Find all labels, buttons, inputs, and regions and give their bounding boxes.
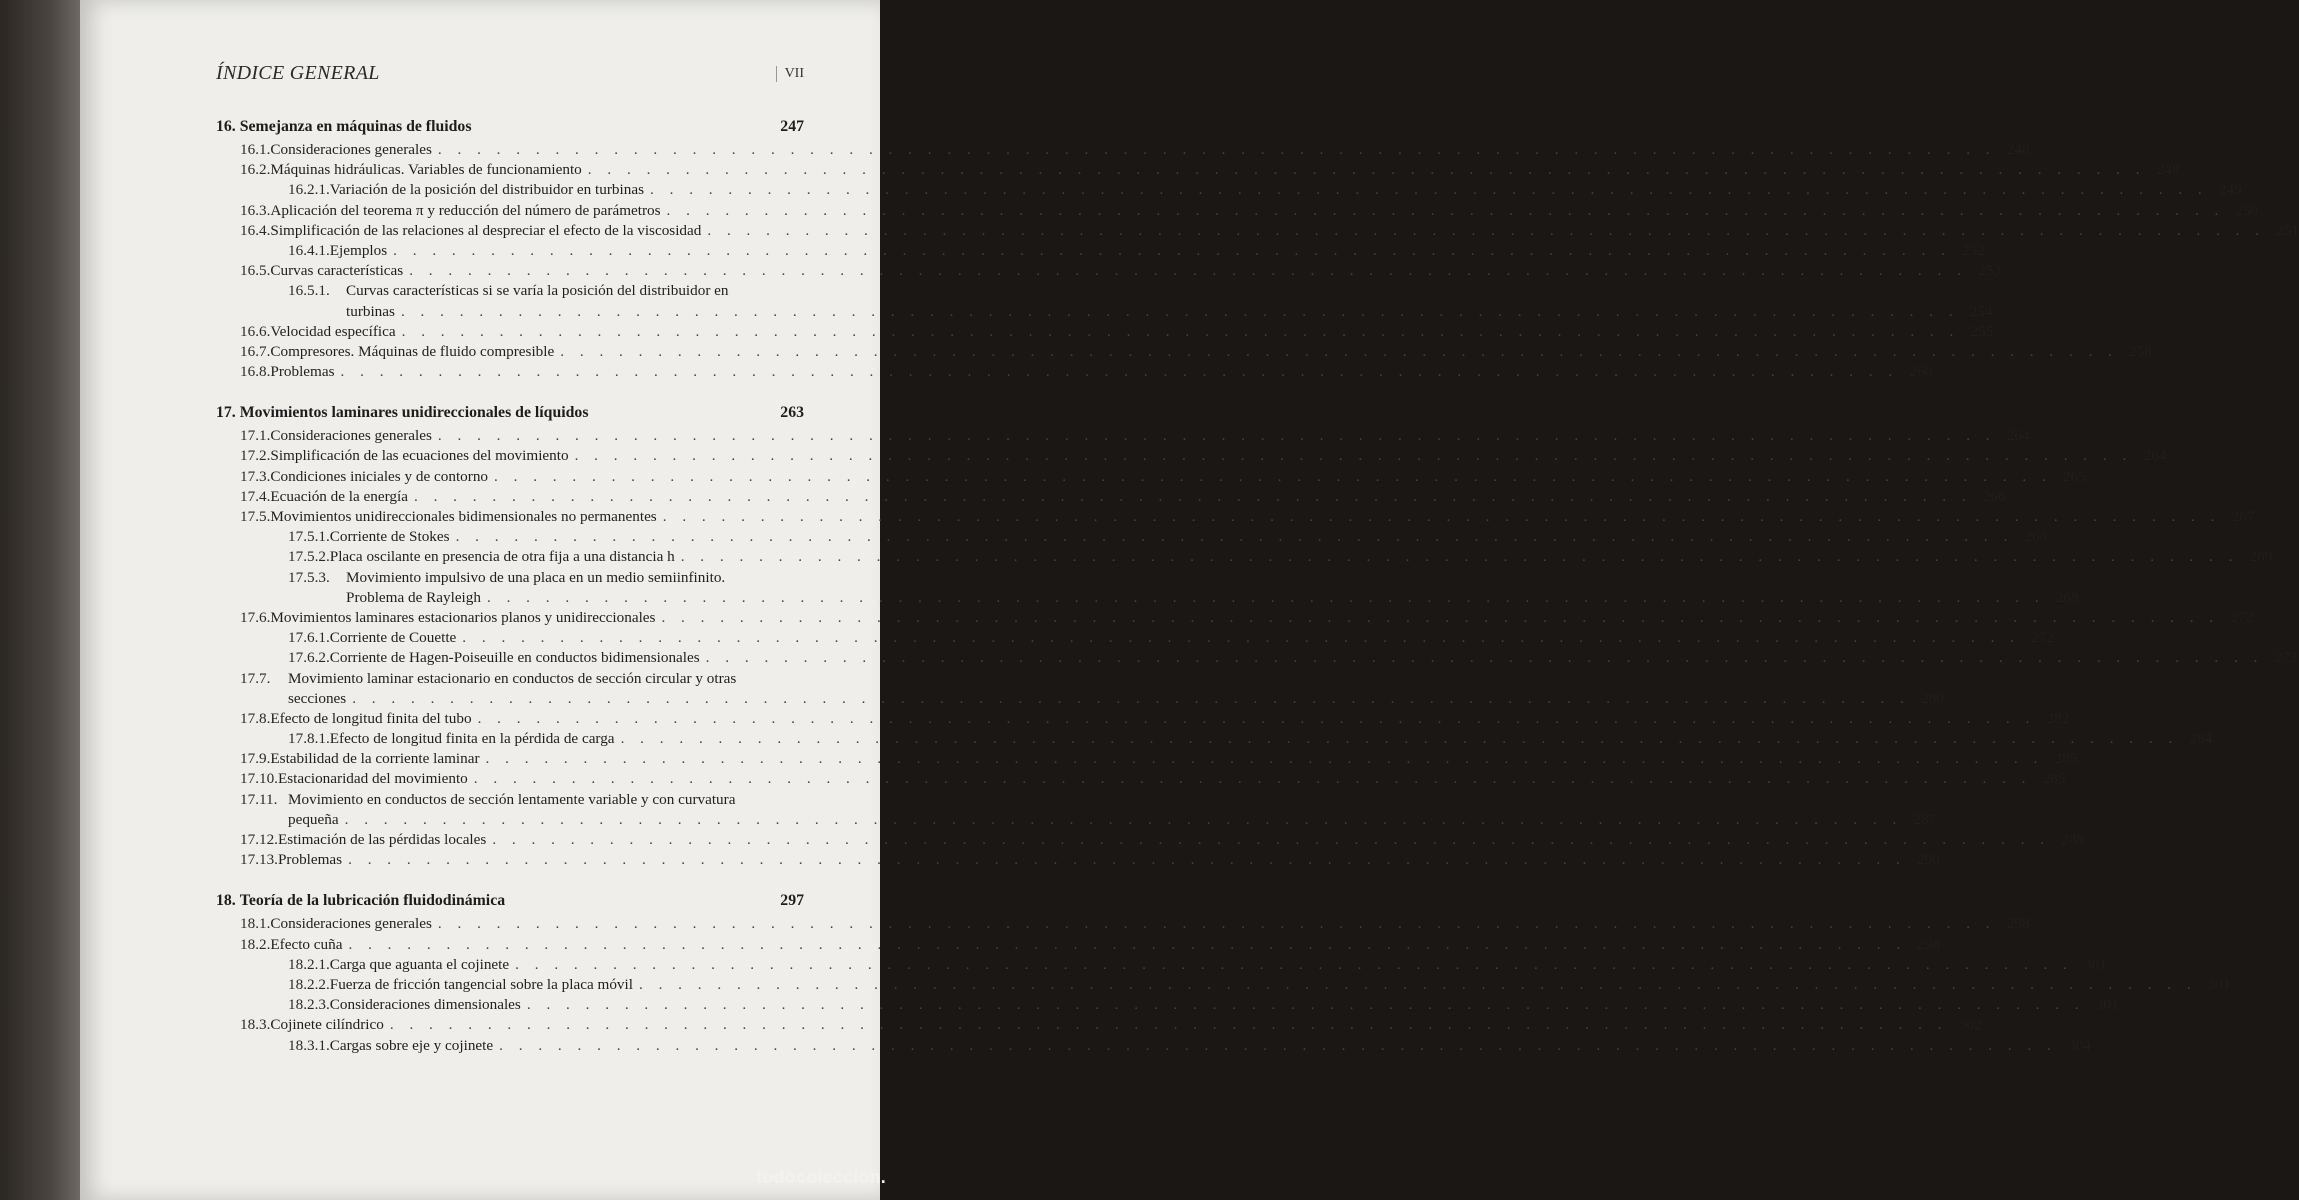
entry-number: 17.5.2. xyxy=(288,548,330,566)
dot-leader: . . . . . . . . . . . . . . . . . . . . . . . . . . . . . . . . . . . . . . . . . . . . . . . . . . . . . . . . . . . . . . . . . . . . . . . . . . . . . . . . xyxy=(526,996,2085,1014)
entry-number: 16.3. xyxy=(240,201,271,219)
entry-title: Aplicación del teorema π y reducción del número de parámetros xyxy=(270,201,661,219)
dot-leader: . . . . . . . . . . . . . . . . . . . . . . . . . . . . . . . . . . . . . . . . . . . . . . . . . . . . . . . . . . . . . . . . . . . . . . . . . . . . . . . . xyxy=(348,935,1907,953)
entry-page: 255 xyxy=(1970,322,1994,340)
dot-leader: . . . . . . . . . . . . . . . . . . . . . . . . . . . . . . . . . . . . . . . . . . . . . . . . . . . . . . . . . . . . . . . . . . . . . . . . . . . . . . . . xyxy=(340,363,1899,381)
chapter-number: 18. xyxy=(216,892,236,910)
toc-entry[interactable] xyxy=(216,850,1940,870)
entry-title: Movimientos unidireccionales bidimensionales no permanentes xyxy=(270,508,657,525)
dot-leader: . . . . . . . . . . . . . . . . . . . . . . . . . . . . . . . . . . . . . . . . . . . . . . . . . . . . . . . . . . . . . . . . . . . . . . . . . . . . . . . . xyxy=(473,770,2032,788)
entry-title: Consideraciones generales xyxy=(270,915,432,933)
entry-page: 269 xyxy=(2249,548,2273,566)
entry-title: Efecto de longitud finita en la pérdida de carga xyxy=(329,730,615,748)
book-spine-shadow xyxy=(0,0,92,1200)
entry-title: Curvas características xyxy=(270,262,404,280)
entry-number: 17.2. xyxy=(240,447,271,465)
dot-leader: . . . . . . . . . . . . . . . . . . . . . . . . . . . . . . . . . . . . . . . . . . . . . . . . . . . . . . . . . . . . . . . . . . . . . . . . . . . . . . . . xyxy=(494,467,2052,485)
entry-page: 272 xyxy=(2031,629,2054,647)
dot-leader: . . . . . . . . . . . . . . . . . . . . . . . . . . . . . . . . . . . . . . . . . . . . . . . . . . . . . . . . . . . . . . . . . . . . . . . . . . . . . . . . xyxy=(401,322,1960,340)
entry-title: Movimiento impulsivo de una placa en un medio semiinfinito. xyxy=(346,568,726,586)
entry-page: 288 xyxy=(2061,831,2085,848)
entry-number: 16.4. xyxy=(240,221,271,239)
toc-entry-continuation[interactable] xyxy=(216,588,2079,608)
entry-title: Estacionaridad del movimiento xyxy=(277,770,468,788)
entry-number: 17.5.1. xyxy=(288,528,330,546)
entry-page: 260 xyxy=(1909,363,1933,381)
toc-entry-continuation[interactable] xyxy=(216,689,1944,709)
entry-page: 302 xyxy=(1958,1016,1982,1034)
toc-entry[interactable] xyxy=(216,362,1933,382)
entry-title: Máquinas hidráulicas. Variables de funcionamiento xyxy=(270,161,582,179)
entry-title: Velocidad específica xyxy=(270,322,396,340)
entry-title: Consideraciones dimensionales xyxy=(329,996,521,1014)
dot-leader: . . . . . . . . . . . . . . . . . . . . . . . . . . . . . . . . . . . . . . . . . . . . . . . . . . . . . . . . . . . . . . . . . . . . . . . . . . . . . . . . xyxy=(620,730,2179,748)
toc-entry[interactable] xyxy=(216,669,804,689)
entry-title: Simplificación de las relaciones al despreciar el efecto de la viscosidad xyxy=(270,221,702,239)
entry-page: 264 xyxy=(2006,427,2030,445)
toc-entry[interactable] xyxy=(216,729,2213,749)
entry-title: Fuerza de fricción tangencial sobre la placa móvil xyxy=(329,975,633,993)
dot-leader: . . . . . . . . . . . . . . . . . . . . . . . . . . . . . . . . . . . . . . . . . . . . . . . . . . . . . . . . . . . . . . . . . . . . . . . . . . . . . . . . xyxy=(344,810,1903,828)
entry-number: 18.2.2. xyxy=(288,975,330,993)
entry-title: Cojinete cilíndrico xyxy=(270,1016,384,1034)
chapter-heading[interactable] xyxy=(216,892,804,914)
toc-entry[interactable] xyxy=(216,342,2152,362)
entry-page: 252 xyxy=(1962,241,1985,259)
toc-entry[interactable] xyxy=(216,221,2299,241)
entry-number: 17.5.3. xyxy=(288,568,330,586)
entry-number: 18.3. xyxy=(240,1016,271,1034)
entry-page: 272 xyxy=(2230,608,2254,626)
entry-title: Efecto cuña xyxy=(270,935,343,953)
entry-title: Movimiento laminar estacionario en conductos de sección circular y otras xyxy=(288,669,737,687)
entry-title: Corriente de Hagen-Poiseuille en conductos bidimensionales xyxy=(329,649,700,667)
dot-leader: . . . . . . . . . . . . . . . . . . . . . . . . . . . . . . . . . . . . . . . . . . . . . . . . . . . . . . . . . . . . . . . . . . . . . . . . . . . . . . . . xyxy=(650,181,2208,199)
entry-number: 17.7. xyxy=(240,669,271,687)
toc-entry[interactable] xyxy=(216,790,804,810)
entry-page: 265 xyxy=(2062,467,2086,485)
entry-page: 264 xyxy=(2143,447,2167,465)
toc-entry-continuation[interactable] xyxy=(216,302,1993,322)
entry-page: 301 xyxy=(2095,996,2119,1014)
toc-entry[interactable] xyxy=(216,507,2255,527)
dot-leader: . . . . . . . . . . . . . . . . . . . . . . . . . . . . . . . . . . . . . . . . . . . . . . . . . . . . . . . . . . . . . . . . . . . . . . . . . . . . . . . . xyxy=(574,447,2133,465)
toc-entry[interactable] xyxy=(216,709,2070,729)
entry-title: Curvas características si se varía la posición del distribuidor en xyxy=(346,282,729,300)
entry-title: Placa oscilante en presencia de otra fija a una distancia h xyxy=(329,548,675,566)
toc-entry-continuation[interactable] xyxy=(216,810,1937,830)
entry-title: Consideraciones generales xyxy=(270,141,432,158)
entry-page: 268 xyxy=(2024,528,2048,546)
toc-entry[interactable] xyxy=(216,769,2066,789)
entry-page: 258 xyxy=(2129,342,2152,360)
entry-number: 17.11. xyxy=(240,790,278,808)
entry-title: Carga que aguanta el cojinete xyxy=(329,955,510,973)
dot-leader: . . . . . . . . . . . . . . . . . . . . . . . . . . . . . . . . . . . . . . . . . . . . . . . . . . . . . . . . . . . . . . . . . . . . . . . . . . . . . . . . xyxy=(587,161,2146,179)
toc-entry[interactable] xyxy=(216,628,2054,648)
entry-page: 304 xyxy=(2068,1036,2091,1054)
chapter-title: Teoría de la lubricación fluidodinámica xyxy=(239,892,506,910)
watermark-text: todocoleccion xyxy=(756,1167,881,1187)
dot-leader: . . . . . . . . . . . . . . . . . . . . . . . . . . . . . . . . . . . . . . . . . . . . . . . . . . . . . . . . . . . . . . . . . . . . . . . . . . . . . . . . xyxy=(499,1036,2057,1054)
chapter-number: 17. xyxy=(216,404,236,422)
entry-number: 16.4.1. xyxy=(288,241,330,259)
entry-page: 251 xyxy=(2276,221,2299,239)
chapter-heading[interactable] xyxy=(216,404,804,426)
entry-number: 18.1. xyxy=(240,915,271,933)
entry-page: 285 xyxy=(2042,770,2066,788)
entry-title: Simplificación de las ecuaciones del movimiento xyxy=(270,447,569,465)
entry-number: 17.6.1. xyxy=(288,629,330,647)
entry-title: Problemas xyxy=(277,851,343,869)
entry-page: 254 xyxy=(1969,302,1993,320)
entry-number: 18.2. xyxy=(240,935,271,953)
entry-title: Condiciones iniciales y de contorno xyxy=(270,467,489,485)
entry-page: 267 xyxy=(2231,508,2255,525)
entry-title: Compresores. Máquinas de fluido compresible xyxy=(270,342,555,360)
toc-entry[interactable] xyxy=(216,446,2167,466)
entry-title: Consideraciones generales xyxy=(270,427,432,445)
toc-entry[interactable] xyxy=(216,140,2030,160)
entry-number: 17.5. xyxy=(240,508,271,525)
dot-leader: . . . . . . . . . . . . . . . . . . . . . . . . . . . . . . . . . . . . . . . . . . . . . . . . . . . . . . . . . . . . . . . . . . . . . . . . . . . . . . . . xyxy=(409,262,1967,280)
dot-leader: . . . . . . . . . . . . . . . . . . . . . . . . . . . . . . . . . . . . . . . . . . . . . . . . . . . . . . . . . . . . . . . . . . . . . . . . . . . . . . . . xyxy=(462,629,2020,647)
entry-page: 284 xyxy=(2189,730,2213,748)
entry-number: 17.8.1. xyxy=(288,730,330,748)
chapter-heading[interactable] xyxy=(216,118,804,140)
chapter-gap xyxy=(216,870,804,892)
entry-page: 248 xyxy=(2006,141,2030,158)
entry-number: 17.9. xyxy=(240,750,271,768)
entry-page: 280 xyxy=(1921,689,1944,707)
table-of-contents xyxy=(216,118,2299,1056)
header-title: ÍNDICE GENERAL xyxy=(216,62,380,84)
toc-entry[interactable] xyxy=(216,935,1941,955)
toc-entry[interactable] xyxy=(216,1015,1982,1035)
toc-entry[interactable] xyxy=(216,527,2048,547)
chapter-page: 247 xyxy=(780,118,804,135)
toc-entry[interactable] xyxy=(216,426,2030,446)
chapter-page: 263 xyxy=(780,404,804,422)
entry-title: Ejemplos xyxy=(329,241,388,259)
entry-number: 17.13. xyxy=(240,851,278,869)
watermark-logo: todocoleccion. xyxy=(756,1167,886,1187)
entry-number: 16.5. xyxy=(240,262,271,280)
dot-leader: . . . . . . . . . . . . . . . . . . . . . . . . . . . . . . . . . . . . . . . . . . . . . . . . . . . . . . . . . . . . . . . . . . . . . . . . . . . . . . . . xyxy=(437,915,1996,933)
toc-entry[interactable] xyxy=(216,487,2006,507)
entry-number: 16.7. xyxy=(240,342,271,360)
dot-leader: . . . . . . . . . . . . . . . . . . . . . . . . . . . . . . . . . . . . . . . . . . . . . . . . . . . . . . . . . . . . . . . . . . . . . . . . . . . . . . . . xyxy=(485,750,2044,768)
entry-number: 17.8. xyxy=(240,709,271,727)
entry-title-continuation: pequeña xyxy=(288,810,339,828)
dot-leader: . . . . . . . . . . . . . . . . . . . . . . . . . . . . . . . . . . . . . . . . . . . . . . . . . . . . . . . . . . . . . . . . . . . . . . . . . . . . . . . . xyxy=(486,588,2045,606)
chapter-title: Movimientos laminares unidireccionales de líquidos xyxy=(239,404,589,422)
entry-page: 287 xyxy=(1913,810,1937,828)
entry-number: 17.4. xyxy=(240,487,271,505)
entry-number: 17.6. xyxy=(240,608,271,626)
dot-leader: . . . . . . . . . . . . . . . . . . . . . . . . . . . . . . . . . . . . . . . . . . . . . . . . . . . . . . . . . . . . . . . . . . . . . . . . . . . . . . . . xyxy=(515,955,2073,973)
entry-title: Efecto de longitud finita del tubo xyxy=(270,709,472,727)
dot-leader: . . . . . . . . . . . . . . . . . . . . . . . . . . . . . . . . . . . . . . . . . . . . . . . . . . . . . . . . . . . . . . . . . . . . . . . . . . . . . . . . xyxy=(455,528,2014,546)
entry-page: 301 xyxy=(2084,955,2107,973)
toc-entry[interactable] xyxy=(216,1036,2091,1056)
toc-entry[interactable] xyxy=(216,241,1985,261)
entry-page: 248 xyxy=(2156,161,2180,179)
toc-entry[interactable] xyxy=(216,568,804,588)
chapter-gap xyxy=(216,382,804,404)
toc-entry[interactable] xyxy=(216,830,2085,850)
entry-number: 17.10. xyxy=(240,770,278,788)
dot-leader: . . . . . . . . . . . . . . . . . . . . . . . . . . . . . . . . . . . . . . . . . . . . . . . . . . . . . . . . . . . . . . . . . . . . . . . . . . . . . . . . xyxy=(400,302,1959,320)
entry-number: 18.2.1. xyxy=(288,955,330,973)
entry-page: 266 xyxy=(1982,487,2006,505)
entry-number: 16.6. xyxy=(240,322,271,340)
chapter-page: 297 xyxy=(780,892,804,910)
dot-leader: . . . . . . . . . . . . . . . . . . . . . . . . . . . . . . . . . . . . . . . . . . . . . . . . . . . . . . . . . . . . . . . . . . . . . . . . . . . . . . . . xyxy=(348,851,1906,869)
toc-entry[interactable] xyxy=(216,995,2119,1015)
toc-entry[interactable] xyxy=(216,955,2107,975)
dot-leader: . . . . . . . . . . . . . . . . . . . . . . . . . . . . . . . . . . . . . . . . . . . . . . . . . . . . . . . . . . . . . . . . . . . . . . . . . . . . . . . . xyxy=(492,831,2051,848)
entry-number: 17.12. xyxy=(240,831,278,848)
entry-page: 298 xyxy=(2006,915,2030,933)
toc-entry[interactable] xyxy=(216,648,2298,668)
header-page-number: VII xyxy=(776,66,804,82)
toc-entry[interactable] xyxy=(216,547,2273,567)
dot-leader: . . . . . . . . . . . . . . . . . . . . . . . . . . . . . . . . . . . . . . . . . . . . . . . . . . . . . . . . . . . . . . . . . . . . . . . . . . . . . . . . xyxy=(662,508,2221,525)
dot-leader: . . . . . . . . . . . . . . . . . . . . . . . . . . . . . . . . . . . . . . . . . . . . . . . . . . . . . . . . . . . . . . . . . . . . . . . . . . . . . . . . xyxy=(437,427,1996,445)
entry-page: 298 xyxy=(1917,935,1941,953)
entry-number: 18.3.1. xyxy=(288,1036,330,1054)
entry-page: 301 xyxy=(2207,975,2231,993)
entry-number: 17.1. xyxy=(240,427,271,445)
entry-title-continuation: Problema de Rayleigh xyxy=(346,588,481,606)
entry-page: 250 xyxy=(2235,201,2259,219)
entry-title: Cargas sobre eje y cojinete xyxy=(329,1036,494,1054)
toc-entry[interactable] xyxy=(216,914,2030,934)
entry-page: 269 xyxy=(2055,588,2079,606)
toc-entry[interactable] xyxy=(216,281,804,301)
entry-number: 16.5.1. xyxy=(288,282,330,300)
dot-leader: . . . . . . . . . . . . . . . . . . . . . . . . . . . . . . . . . . . . . . . . . . . . . . . . . . . . . . . . . . . . . . . . . . . . . . . . . . . . . . . . xyxy=(352,689,1910,707)
toc-entry[interactable] xyxy=(216,261,2001,281)
entry-number: 16.2. xyxy=(240,161,271,179)
dot-leader: . . . . . . . . . . . . . . . . . . . . . . . . . . . . . . . . . . . . . . . . . . . . . . . . . . . . . . . . . . . . . . . . . . . . . . . . . . . . . . . . xyxy=(413,487,1972,505)
entry-title: Problemas xyxy=(270,363,335,381)
entry-page: 282 xyxy=(2046,709,2070,727)
toc-entry[interactable] xyxy=(216,160,2180,180)
entry-page: 253 xyxy=(1978,262,2001,280)
dot-leader: . . . . . . . . . . . . . . . . . . . . . . . . . . . . . . . . . . . . . . . . . . . . . . . . . . . . . . . . . . . . . . . . . . . . . . . . . . . . . . . . xyxy=(638,975,2197,993)
dot-leader: . . . . . . . . . . . . . . . . . . . . . . . . . . . . . . . . . . . . . . . . . . . . . . . . . . . . . . . . . . . . . . . . . . . . . . . . . . . . . . . . xyxy=(393,241,1951,259)
toc-entry[interactable] xyxy=(216,322,1994,342)
toc-entry[interactable] xyxy=(216,608,2254,628)
dot-leader: . . . . . . . . . . . . . . . . . . . . . . . . . . . . . . . . . . . . . . . . . . . . . . . . . . . . . . . . . . . . . . . . . . . . . . . . . . . . . . . . xyxy=(707,221,2266,239)
entry-title: Estabilidad de la corriente laminar xyxy=(270,750,480,768)
dot-leader: . . . . . . . . . . . . . . . . . . . . . . . . . . . . . . . . . . . . . . . . . . . . . . . . . . . . . . . . . . . . . . . . . . . . . . . . . . . . . . . . xyxy=(705,649,2264,667)
entry-title: Variación de la posición del distribuidor en turbinas xyxy=(329,181,644,199)
toc-entry[interactable] xyxy=(216,467,2086,487)
toc-entry[interactable] xyxy=(216,201,2259,221)
running-header xyxy=(216,62,804,88)
toc-entry[interactable] xyxy=(216,975,2231,995)
entry-number: 16.2.1. xyxy=(288,181,330,199)
entry-number: 17.3. xyxy=(240,467,271,485)
entry-number: 16.8. xyxy=(240,363,271,381)
dot-leader: . . . . . . . . . . . . . . . . . . . . . . . . . . . . . . . . . . . . . . . . . . . . . . . . . . . . . . . . . . . . . . . . . . . . . . . . . . . . . . . . xyxy=(680,548,2239,566)
dot-leader: . . . . . . . . . . . . . . . . . . . . . . . . . . . . . . . . . . . . . . . . . . . . . . . . . . . . . . . . . . . . . . . . . . . . . . . . . . . . . . . . xyxy=(560,342,2118,360)
dot-leader: . . . . . . . . . . . . . . . . . . . . . . . . . . . . . . . . . . . . . . . . . . . . . . . . . . . . . . . . . . . . . . . . . . . . . . . . . . . . . . . . xyxy=(389,1016,1948,1034)
entry-number: 16.1. xyxy=(240,141,271,158)
dot-leader: . . . . . . . . . . . . . . . . . . . . . . . . . . . . . . . . . . . . . . . . . . . . . . . . . . . . . . . . . . . . . . . . . . . . . . . . . . . . . . . . xyxy=(477,709,2036,727)
entry-title: Movimiento en conductos de sección lentamente variable y con curvatura xyxy=(288,790,736,808)
entry-title: Estimación de las pérdidas locales xyxy=(277,831,487,848)
entry-number: 17.6.2. xyxy=(288,649,330,667)
entry-page: 290 xyxy=(1917,851,1940,869)
dot-leader: . . . . . . . . . . . . . . . . . . . . . . . . . . . . . . . . . . . . . . . . . . . . . . . . . . . . . . . . . . . . . . . . . . . . . . . . . . . . . . . . xyxy=(666,201,2225,219)
entry-title: Corriente de Stokes xyxy=(329,528,450,546)
chapter-number: 16. xyxy=(216,118,236,135)
toc-entry[interactable] xyxy=(216,180,2242,200)
entry-title: Movimientos laminares estacionarios planos y unidireccionales xyxy=(270,608,656,626)
entry-title: Ecuación de la energía xyxy=(270,487,408,505)
entry-title: Corriente de Couette xyxy=(329,629,457,647)
dot-leader: . . . . . . . . . . . . . . . . . . . . . . . . . . . . . . . . . . . . . . . . . . . . . . . . . . . . . . . . . . . . . . . . . . . . . . . . . . . . . . . . xyxy=(661,608,2220,626)
dot-leader: . . . . . . . . . . . . . . . . . . . . . . . . . . . . . . . . . . . . . . . . . . . . . . . . . . . . . . . . . . . . . . . . . . . . . . . . . . . . . . . . xyxy=(437,141,1996,158)
chapter-title: Semejanza en máquinas de fluidos xyxy=(239,118,472,135)
entry-page: 285 xyxy=(2054,750,2078,768)
entry-page: 273 xyxy=(2274,649,2298,667)
entry-number: 18.2.3. xyxy=(288,996,330,1014)
entry-title-continuation: turbinas xyxy=(346,302,395,320)
entry-title-continuation: secciones xyxy=(288,689,347,707)
toc-entry[interactable] xyxy=(216,749,2078,769)
entry-page: 249 xyxy=(2218,181,2242,199)
